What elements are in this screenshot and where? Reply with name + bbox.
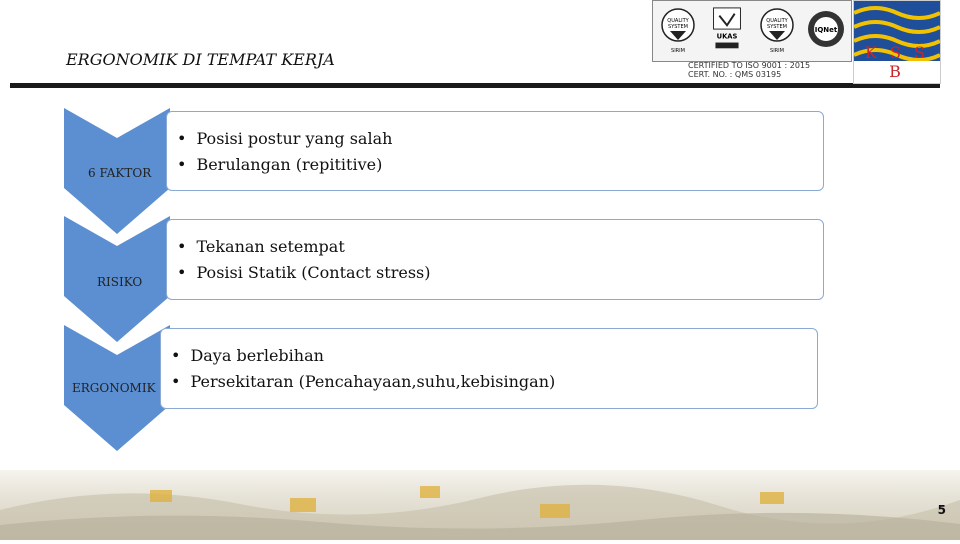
chevron-label: RISIKO [97, 275, 143, 289]
list-item: • Tekanan setempat [177, 234, 823, 260]
list-item: • Posisi Statik (Contact stress) [177, 260, 823, 286]
chevron-ergonomik [64, 325, 170, 451]
svg-text:IQNet: IQNet [814, 26, 838, 34]
kssb-logo [853, 0, 941, 84]
chevron-risiko [64, 216, 170, 342]
svg-text:QUALITY: QUALITY [766, 18, 788, 24]
card-ergonomik [160, 328, 818, 409]
chevron-label: ERGONOMIK [72, 381, 156, 395]
title-rule [10, 83, 940, 88]
certification-logos [652, 0, 852, 62]
card-6-faktor [166, 111, 824, 191]
ukas-badge [706, 6, 748, 56]
svg-text:SIRIM: SIRIM [769, 48, 784, 54]
kssb-letters: K S S B [864, 43, 930, 81]
card-risiko [166, 219, 824, 300]
iqnet-badge [805, 6, 847, 56]
list-item: • Persekitaran (Pencahayaan,suhu,kebisingan) [171, 369, 817, 395]
quality-system-badge-2 [756, 6, 798, 56]
quality-system-badge [657, 6, 699, 56]
page-number: 5 [937, 503, 946, 517]
footer-construction-image [0, 470, 960, 540]
svg-text:SIRIM: SIRIM [670, 48, 685, 54]
svg-text:SYSTEM: SYSTEM [667, 24, 688, 30]
svg-text:QUALITY: QUALITY [667, 18, 689, 24]
cert-line-1: CERTIFIED TO ISO 9001 : 2015 [688, 61, 811, 70]
list-item: • Daya berlebihan [171, 343, 817, 369]
svg-text:SYSTEM: SYSTEM [766, 24, 787, 30]
chevron-label: 6 FAKTOR [88, 166, 152, 180]
list-item: • Posisi postur yang salah [177, 126, 823, 152]
slide-title: ERGONOMIK DI TEMPAT KERJA [66, 50, 335, 69]
svg-text:UKAS: UKAS [716, 32, 738, 41]
certification-text [688, 61, 810, 79]
cert-line-2: CERT. NO. : QMS 03195 [688, 70, 782, 79]
list-item: • Berulangan (repititive) [177, 152, 823, 178]
